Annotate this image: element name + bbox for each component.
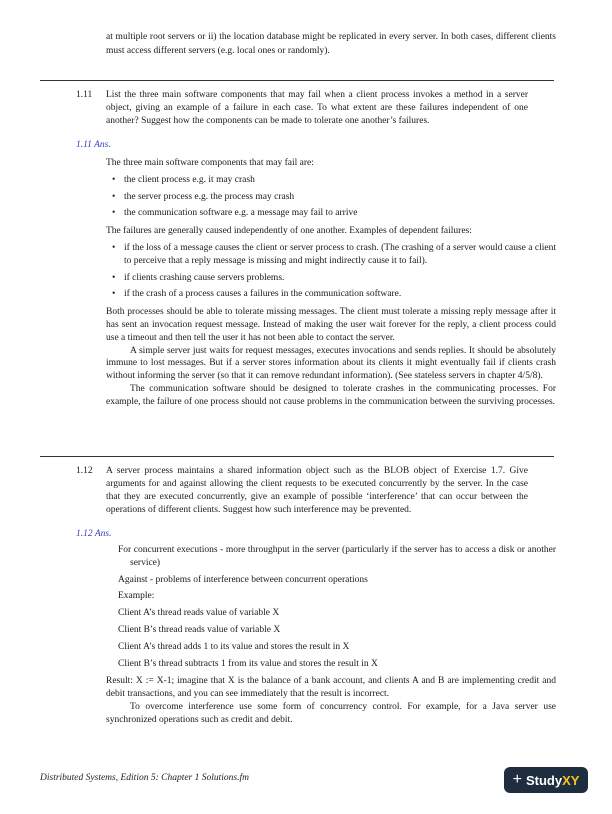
list-item: • if the loss of a message causes the client or server process to crash. (The crashing of a server would cause a client to perceive that a reply message is missing and might indirectly cause it to fail). (106, 242, 556, 268)
list-item: • the server process e.g. the process may crash (106, 191, 556, 204)
section-divider (40, 80, 554, 81)
answer-line: Client A’s thread reads value of variable X (118, 608, 280, 619)
section-divider (40, 456, 554, 457)
answer-line: Example: (118, 591, 155, 602)
answer-body-1-11 (106, 157, 556, 409)
question-1-11 (76, 89, 556, 128)
intro-paragraph: at multiple root servers or ii) the location database might be replicated in every server. In both cases, different clients must access different servers (e.g. local ones or randomly). (106, 32, 556, 56)
answer-paragraph: A simple server just waits for request messages, executes invocations and sends replies. It should be absolutely immune to lost messages. But if a server stores information about its clients it might eventually fail if clients crash without informing the server (so that it can remove redundant information). (See stateless servers in chapter 4/5/8). (106, 345, 556, 382)
answer-line: Client A’s thread adds 1 to its value and stores the result in X (118, 641, 350, 652)
answer-paragraph: Both processes should be able to tolerate missing messages. The client must tolerate a missing reply message after it has sent an invocation request message. Instead of making the user wait forever for the reply, a client process could use a timeout and then tell the user it has not been able to contact the server. (106, 307, 556, 343)
logo-text: Study (525, 772, 563, 788)
logo-accent-text: XY (562, 772, 580, 788)
answer-paragraph: The three main software components that may fail are: (106, 158, 314, 168)
question-number: 1.11 (76, 90, 93, 100)
answer-paragraph: The failures are generally caused independently of one another. Examples of dependent failures: (106, 226, 472, 237)
answer-paragraph: To overcome interference use some form of concurrency control. For example, for a Java server use synchronized operations such as credit and debit. (106, 701, 556, 725)
answer-line: Client B’s thread reads value of variable X (118, 624, 281, 635)
answer-line: Against - problems of interference between concurrent operations (118, 574, 368, 585)
answer-line: For concurrent executions - more throughput in the server (particularly if the server has to access a disk or another service) (118, 545, 556, 568)
dependent-failures-list (106, 242, 556, 301)
list-item: • if clients crashing cause servers problems. (106, 272, 556, 285)
page-footer: Distributed Systems, Edition 5: Chapter 1 Solutions.fm (40, 773, 249, 783)
question-text: List the three main software components that may fail when a client process invokes a method in a server object, giving an example of a failure in each case. To what extent are these failures independent of one another? Suggest how the components can be made to tolerate one another’s failures. (106, 90, 528, 126)
list-item: • the communication software e.g. a message may fail to arrive (106, 207, 556, 220)
components-list (106, 174, 556, 220)
question-number: 1.12 (76, 466, 93, 476)
plus-icon: + (512, 771, 522, 788)
question-text: A server process maintains a shared information object such as the BLOB object of Exercise 1.7. Give arguments for and against allowing the client requests to be executed concurrently by the server. In the case that they are executed concurrently, give an example of possible ‘interference’ that can occur between the operations of different clients. Suggest how such interference may be prevented. (106, 466, 528, 515)
question-1-12 (76, 465, 556, 517)
answer-paragraph: Result: X := X-1; imagine that X is the balance of a bank account, and clients A and B are implementing credit and debit transactions, and you can see immediately that the result is incorrect. (106, 676, 556, 700)
studyxy-logo (504, 767, 588, 793)
answer-line: Client B’s thread subtracts 1 from its value and stores the result in X (118, 658, 378, 669)
answer-paragraph: The communication software should be designed to tolerate crashes in the communicating processes. For example, the failure of one process should not cause problems in the communication between the surviving processes. (106, 383, 556, 407)
answer-body-1-12 (106, 544, 556, 727)
list-item: • the client process e.g. it may crash (106, 174, 556, 187)
answer-label-1-11: 1.11 Ans. (76, 140, 111, 150)
list-item: • if the crash of a process causes a failures in the communication software. (106, 288, 556, 301)
answer-label-1-12: 1.12 Ans. (76, 529, 112, 539)
